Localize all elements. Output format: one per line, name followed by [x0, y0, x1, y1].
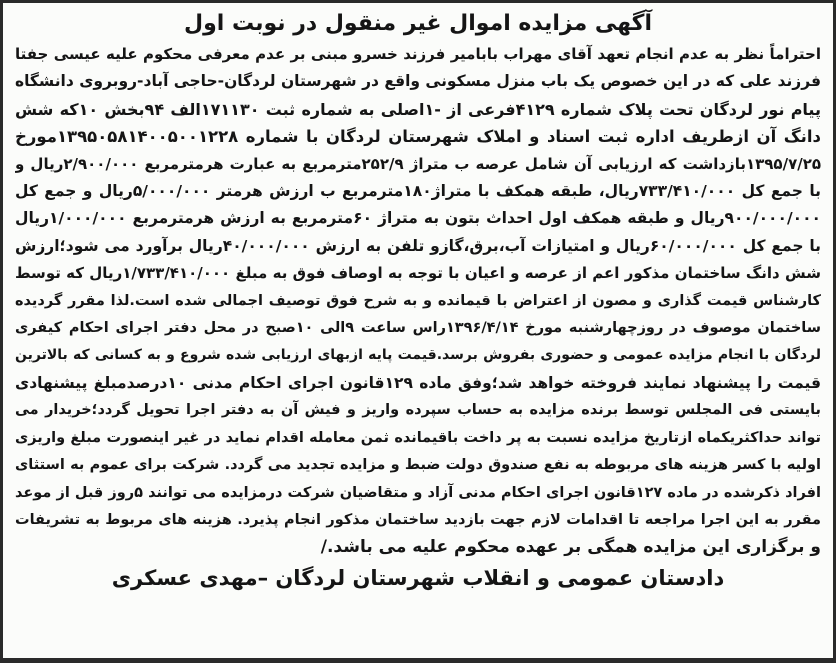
notice-line: و برگزاری این مزایده همگی بر عهده محکوم علیه می باشد./	[320, 537, 821, 558]
notice-line: با جمع کل ۷۳۳/۴۱۰/۰۰۰ریال، طبقه همکف با متراژ۱۸۰مترمربع ب ارزش هرمتر ۵/۰۰۰/۰۰۰ریال و جمع کل	[15, 182, 821, 201]
notice-line: لردگان با انجام مزایده عمومی و حضوری بفروش برسد.قیمت پایه ازبهای ارزیابی شده شروع و به کسانی که بالاترین	[15, 347, 821, 364]
notice-body	[15, 41, 821, 562]
notice-line: ساختمان موصوف در روزچهارشنبه مورخ ۱۳۹۶/۴/۱۴راس ساعت ۹الی ۱۰صبح در محل دفتر اجرای احکام کیفری	[15, 320, 821, 337]
notice-line: افراد ذکرشده در ماده ۱۲۷قانون اجرای احکام مدنی آزاد و متقاضیان شرکت درمزایده می توانند ۵روز قبل از موعد	[15, 484, 821, 501]
notice-line: احتراماً نظر به عدم انجام تعهد آقای مهراب بابامیر فرزند خسرو مبنی بر عدم معرفی محکوم علیه عیسی جفتا	[15, 45, 821, 63]
notice-line: کارشناس قیمت گذاری و مصون از اعتراض با قیمانده و به شرح فوق توصیف اجمالی شده است.لذا مقرر گردیده	[15, 292, 821, 309]
notice-line: ۱۳۹۵/۷/۲۵بازداشت که ارزیابی آن شامل عرصه ب متراژ ۲۵۲/۹مترمربع به عبارت هرمترمربع ۲/۹۰۰/۰۰۰ریال و	[15, 154, 821, 173]
notice-line: بایستی فی المجلس توسط برنده مزایده به حساب سپرده واریز و فیش آن به دفتر اجرا تحویل گردد؛خریدار می	[15, 402, 821, 419]
notice-signature: دادستان عمومی و انقلاب شهرستان لردگان –مهدی عسکری	[111, 565, 725, 590]
notice-line: شش دانگ ساختمان مذکور اعم از عرصه و اعیان با توجه به اوصاف فوق به مبلغ ۱/۷۳۳/۴۱۰/۰۰۰ریال که توسط	[15, 264, 821, 283]
notice-line: دانگ آن ازطریف اداره ثبت اسناد و املاک شهرستان لردگان با شماره ۱۳۹۵۰۵۸۱۴۰۰۵۰۰۱۲۲۸مورخ	[15, 127, 821, 147]
notice-line: با جمع کل ۶۰/۰۰۰/۰۰۰ریال و امتیازات آب،برق،گازو تلفن به ارزش ۴۰/۰۰۰/۰۰۰ریال برآورد می شود؛ارزش	[15, 236, 821, 255]
notice-title: آگهی مزایده اموال غیر منقول در نوبت اول	[184, 11, 652, 36]
notice-line: مقرر به این اجرا مراجعه تا اقدامات لازم جهت بازدید ساختمان مذکور انجام پذیرد. هزینه های مربوط به تشریفات	[15, 511, 821, 528]
notice-line: قیمت را پیشنهاد نمایند فروخته خواهد شد؛وفق ماده ۱۲۹قانون اجرای احکام مدنی ۱۰درصدمبلغ پیشنهادی	[15, 373, 821, 392]
notice-line: فرزند علی که در این خصوص یک باب منزل مسکونی واقع در شهرستان لردگان-حاجی آباد-روبروی دانشگاه	[15, 72, 821, 91]
notice-line: تواند حداکثریکماه ازتاریخ مزایده نسبت به پر داخت باقیمانده ثمن معامله اقدام نماید در غیر اینصورت مبلغ واریزی	[15, 429, 821, 446]
notice-line: ۹۰۰/۰۰۰/۰۰۰ریال و طبقه همکف اول احداث بتون به متراژ ۶۰مترمربع به ارزش هرمترمربع ۱/۰۰۰/۰۰۰ریال	[15, 209, 821, 228]
notice-line: اولیه با کسر هزینه های مربوطه به نفع صندوق دولت ضبط و مزایده تجدید می گردد. شرکت برای عموم به استثای	[15, 457, 821, 474]
notice-line: پیام نور لردگان تحت پلاک شماره ۴۱۲۹فرعی از -۱اصلی به شماره ثبت ۱۷۱۱۳۰الف ۹۴بخش ۱۰که شش	[15, 99, 821, 119]
